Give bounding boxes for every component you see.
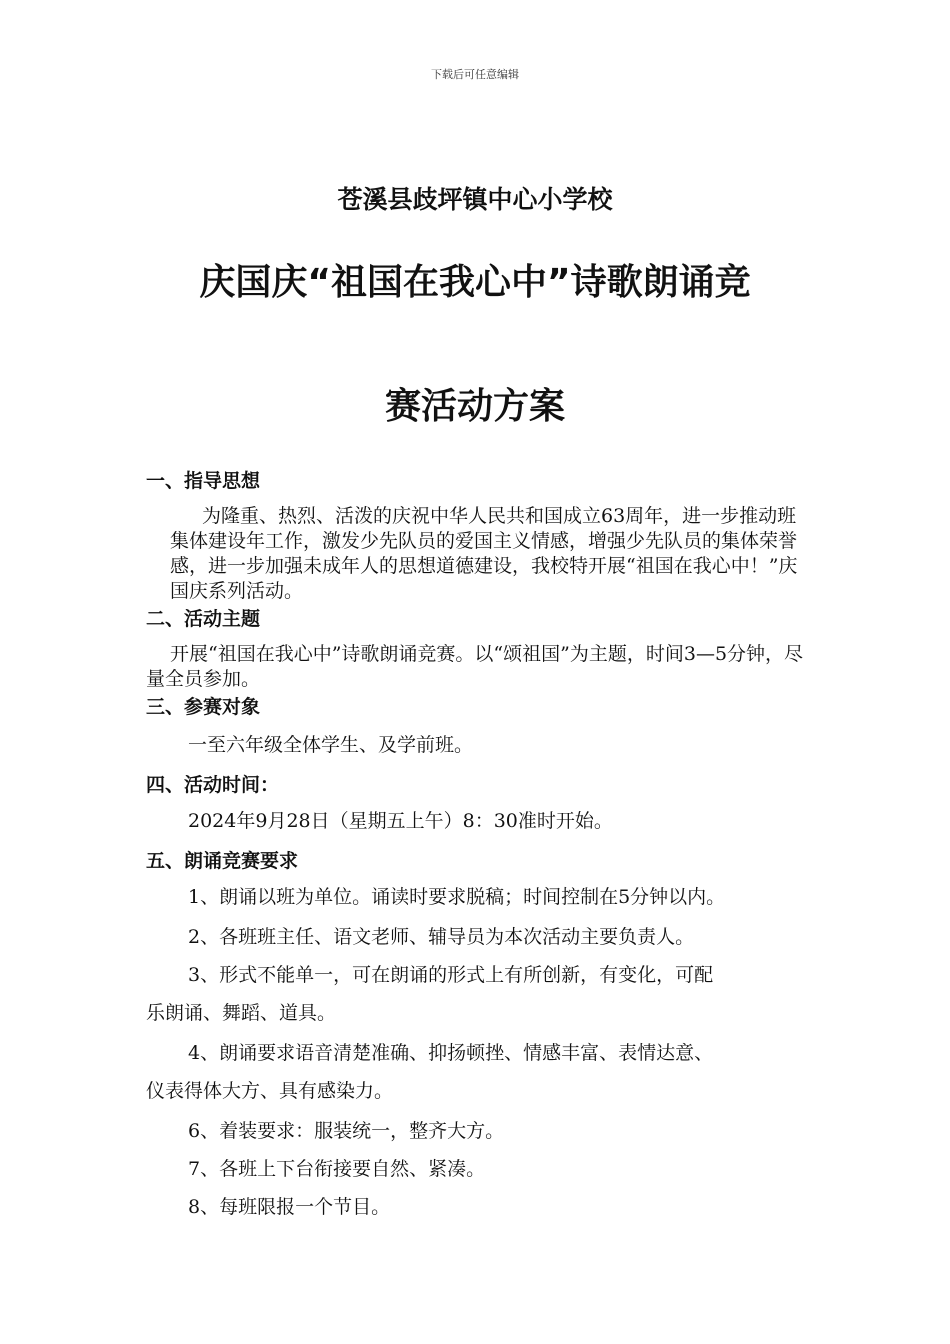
document-title-line-2: 赛活动方案 xyxy=(384,386,565,427)
section-text-participants: 一至六年级全体学生、及学前班。 xyxy=(188,734,474,756)
requirement-item: 8、每班限报一个节目。 xyxy=(188,1196,391,1218)
section-heading-requirements: 五、朗诵竞赛要求 xyxy=(146,850,299,872)
document-title-line-1: 庆国庆“祖国在我心中”诗歌朗诵竞 xyxy=(199,262,751,303)
section-text-theme: 开展“祖国在我心中”诗歌朗诵竞赛。以“颂祖国”为主题，时间3—5分钟，尽量全员参加。 xyxy=(146,643,804,690)
requirement-item: 6、着装要求：服装统一，整齐大方。 xyxy=(188,1120,505,1142)
section-heading-participants: 三、参赛对象 xyxy=(146,696,261,718)
section-text-guiding-thought: 为隆重、热烈、活泼的庆祝中华人民共和国成立63周年，进一步推动班集体建设年工作，激发少先队员的爱国主义情感，增强少先队员的集体荣誉感，进一步加强未成年人的思想道德建设，我校特开展“祖国在我心中！”庆国庆系列活动。 xyxy=(170,505,798,602)
requirement-item: 4、朗诵要求语音清楚准确、抑扬顿挫、情感丰富、表情达意、 xyxy=(188,1042,714,1064)
header-note: 下载后可任意编辑 xyxy=(431,68,519,81)
requirement-item: 7、各班上下台衔接要自然、紧凑。 xyxy=(188,1158,486,1180)
requirement-item: 1、朗诵以班为单位。诵读时要求脱稿；时间控制在5分钟以内。 xyxy=(188,886,726,908)
requirement-item: 3、形式不能单一，可在朗诵的形式上有所创新，有变化，可配 xyxy=(188,964,714,986)
requirement-item-continued: 仪表得体大方、具有感染力。 xyxy=(146,1080,394,1102)
section-heading-theme: 二、活动主题 xyxy=(146,608,261,630)
school-name: 苍溪县歧坪镇中心小学校 xyxy=(337,185,613,214)
section-text-time: 2024年9月28日（星期五上午）8：30准时开始。 xyxy=(188,810,613,832)
requirement-item: 2、各班班主任、语文老师、辅导员为本次活动主要负责人。 xyxy=(188,926,695,948)
section-heading-time: 四、活动时间： xyxy=(146,774,280,796)
requirement-item-continued: 乐朗诵、舞蹈、道具。 xyxy=(146,1002,337,1024)
section-heading-guiding-thought: 一、指导思想 xyxy=(146,470,261,492)
